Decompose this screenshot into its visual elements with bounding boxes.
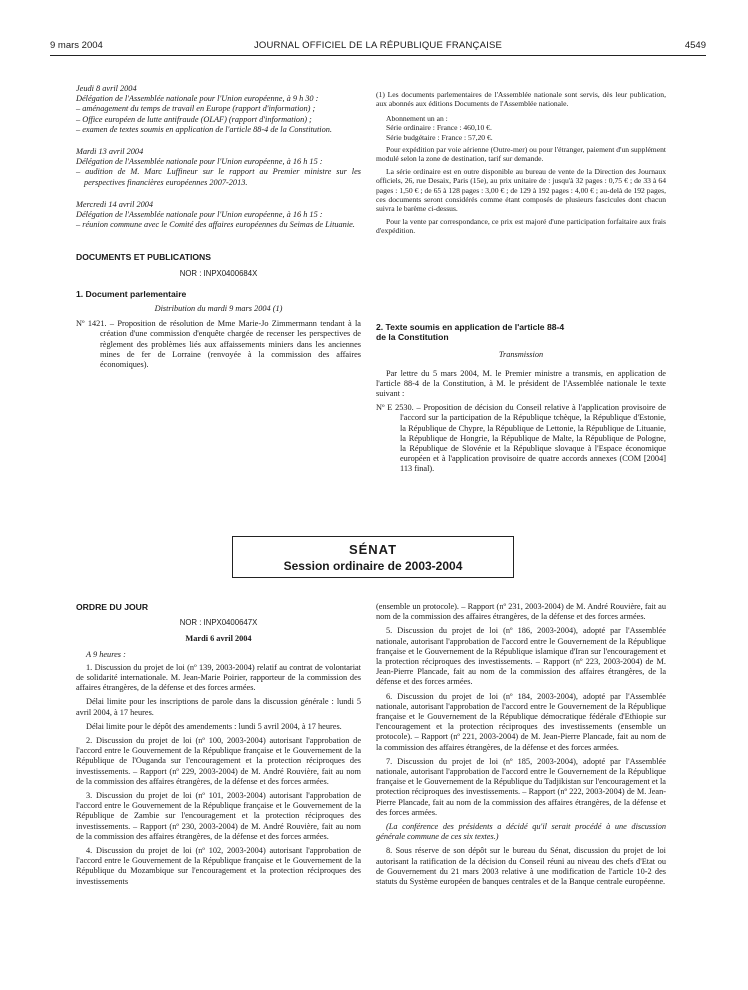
- day-heading: Mardi 13 avril 2004: [76, 147, 144, 157]
- footnote: (1) Les documents parlementaires de l'Assemblée nationale sont servis, dès leur publication, aux abonnés aux éditions Documents de l'Assemblée nationale.: [376, 90, 666, 109]
- agenda-point: 6. Discussion du projet de loi (nº 184, 2003-2004), adopté par l'Assemblée nationale, autorisant l'approbation de l'accord entre le Gouvernement de la République française et le Gouvernement de la République démocratique fédérale d'Ethiopie sur l'encouragement et la protection réciproques des investissements (ensemble un protocole). – Rapport (nº 221, 2003-2004) de M. Jean-Pierre Plancade, fait au nom de la commission des affaires étrangères, de la défense et des forces armées.: [376, 691, 666, 752]
- agenda-point: 2. Discussion du projet de loi (nº 100, 2003-2004) autorisant l'approbation de l'accord entre le Gouvernement de la République française et le Gouvernement de la République de l'Ouganda sur l'encouragement et la protection réciproques des investissements. – Rapport (nº 229, 2003-2004) de M. André Rouvière, fait au nom de la commission des affaires étrangères, de la défense et des forces armées.: [76, 736, 361, 786]
- agenda-point: 4. Discussion du projet de loi (nº 102, 2003-2004) autorisant l'approbation de l'accord entre le Gouvernement de la République française et le Gouvernement de la République du Mozambique sur l'encouragement et la protection réciproques des investissements: [76, 846, 361, 886]
- time-label: A 9 heures :: [86, 649, 126, 659]
- nor-reference: NOR : INPX0400647X: [179, 618, 258, 628]
- section-heading: 2. Texte soumis en application de l'article 88-4: [376, 322, 565, 332]
- agenda-item: – Office européen de lutte antifraude (OLAF) (rapport d'information) ;: [76, 114, 312, 124]
- subsection-heading: 1. Document parlementaire: [76, 288, 187, 299]
- agenda-item: – réunion commune avec le Comité des affaires européennes du Seimas de Lituanie.: [76, 220, 355, 230]
- transmission-label: Transmission: [498, 350, 544, 360]
- right-column-top: [376, 90, 666, 236]
- conference-note: (La conférence des présidents a décidé qu'il serait procédé à une discussion générale commune de ces six textes.): [376, 822, 666, 842]
- agenda-point: 1. Discussion du projet de loi (nº 139, 2003-2004) relatif au contrat de volontariat de solidarité internationale. M. Jean-Marie Poirier, rapporteur de la commission des affaires étrangères, de la défense et des forces armées.: [76, 662, 361, 693]
- correspondance-note: Pour la vente par correspondance, ce prix est majoré d'une participation forfaitaire aux frais d'expédition.: [376, 216, 666, 236]
- section-heading-cont: de la Constitution: [376, 332, 449, 343]
- deadline-note: Délai limite pour les inscriptions de parole dans la discussion générale : lundi 5 avril 2004, à 17 heures.: [76, 697, 361, 717]
- document-entry: Nº 1421. – Proposition de résolution de Mme Marie-Jo Zimmermann tendant à la création d'une commission d'enquête chargée de recenser les perspectives de règlement des problèmes liés aux affaissements miniers dans les anciennes mines de fer de Lorraine (renvoyée à la commission des affaires économiques).: [76, 319, 361, 370]
- ordre-du-jour-heading: ORDRE DU JOUR: [76, 602, 149, 612]
- header-page-number: 4549: [684, 40, 706, 51]
- distribution-line: Distribution du mardi 9 mars 2004 (1): [154, 304, 283, 314]
- header-title: JOURNAL OFFICIEL DE LA RÉPUBLIQUE FRANÇAISE: [253, 40, 503, 51]
- nor-reference: NOR : INPX0400684X: [179, 268, 258, 278]
- section-heading: DOCUMENTS ET PUBLICATIONS: [76, 252, 211, 263]
- agenda-point: 7. Discussion du projet de loi (nº 185, 2003-2004), adopté par l'Assemblée nationale, autorisant l'approbation de l'accord entre le Gouvernement de la République française et le Gouvernement de la République du Tadjikistan sur l'encouragement et la protection réciproques des investissements. – Rapport (nº 222, 2003-2004) de M. Jean-Pierre Plancade, fait au nom de la commission des affaires étrangères, de la défense et des forces armées.: [376, 756, 666, 817]
- session-title: Session ordinaire de 2003-2004: [283, 559, 463, 573]
- page-header: [50, 40, 706, 54]
- day-heading: Jeudi 8 avril 2004: [76, 84, 137, 93]
- abonnement-label: Abonnement un an :: [386, 113, 448, 123]
- senat-right-column: [376, 602, 666, 887]
- senat-title: SÉNAT: [348, 542, 398, 557]
- agenda-point: 3. Discussion du projet de loi (nº 101, 2003-2004) autorisant l'approbation de l'accord entre le Gouvernement de la République française et le Gouvernement de la République de Zambie sur l'encouragement et la protection réciproques des investissements. – Rapport (nº 230, 2003-2004) de M. André Rouvière, fait au nom de la commission des affaires étrangères, de la défense et des forces armées.: [76, 791, 361, 841]
- vente-note: La série ordinaire est en outre disponible au bureau de vente de la Direction des Journaux officiels, 26, rue Desaix, Paris (15e), au prix unitaire de : jusqu'à 32 pages : 0,75 € ; de 33 à 64 pages : 1,50 € ; de 65 à 128 pages : 3,00 € ; de 129 à 192 pages : 4,00 € ; au-delà de 192 pages, ces documents seront considérés comme étant composés de plusieurs fascicules dont chacun suivra le barème ci-dessus.: [376, 166, 666, 214]
- right-column-texte: [376, 322, 666, 475]
- agenda-item: – examen de textes soumis en application de l'article 88-4 de la Constitution.: [76, 124, 332, 134]
- agenda-item: – aménagement du temps de travail en Europe (rapport d'information) ;: [76, 104, 316, 114]
- serie-ordinaire: Série ordinaire : France : 460,10 €.: [386, 123, 492, 133]
- day-heading: Mercredi 14 avril 2004: [76, 199, 154, 209]
- meeting-intro: Délégation de l'Assemblée nationale pour l'Union européenne, à 9 h 30 :: [76, 94, 319, 104]
- header-date: 9 mars 2004: [50, 40, 103, 51]
- agenda-item: – audition de M. Marc Luffineur sur le rapport au Premier ministre sur les perspectives financières européennes 2007-2013.: [76, 167, 361, 187]
- agenda-point-continued: (ensemble un protocole). – Rapport (nº 231, 2003-2004) de M. André Rouvière, fait au nom de la commission des affaires étrangères, de la défense et des forces armées.: [376, 602, 666, 622]
- meeting-intro: Délégation de l'Assemblée nationale pour l'Union européenne, à 16 h 15 :: [76, 157, 323, 167]
- left-column-top: [76, 84, 361, 370]
- document-entry: Nº E 2530. – Proposition de décision du Conseil relative à l'application provisoire de l'accord sur la participation de la République tchèque, la République d'Estonie, la République de Chypre, la République de Lettonie, la République de Lituanie, la République de Hongrie, la République de Malte, la République de Pologne, la République de Slovénie et la République slovaque à l'Espace économique européen et à l'application provisoire de quatre accords annexes (COM [2004] 113 final).: [376, 403, 666, 474]
- expedition-note: Pour expédition par voie aérienne (Outre-mer) ou pour l'étranger, paiement d'un supplément modulé selon la zone de destination, tarif sur demande.: [376, 145, 666, 164]
- serie-budgetaire: Série budgétaire : France : 57,20 €.: [386, 132, 493, 142]
- senat-title-box: [232, 536, 514, 578]
- senat-left-column: [76, 602, 361, 887]
- agenda-point: 8. Sous réserve de son dépôt sur le bureau du Sénat, discussion du projet de loi autorisant la ratification de la décision du Conseil réuni au niveau des chefs d'Etat ou de Gouvernement du 21 mars 2003 relative à une modification de l'article 10-2 des statuts du Système européen de banques centrales et de la Banque centrale européenne.: [376, 846, 666, 887]
- transmission-text: Par lettre du 5 mars 2004, M. le Premier ministre a transmis, en application de l'article 88-4 de la Constitution, à M. le président de l'Assemblée nationale le texte suivant :: [376, 368, 666, 399]
- header-rule: [50, 55, 706, 56]
- agenda-point: 5. Discussion du projet de loi (nº 186, 2003-2004), adopté par l'Assemblée nationale, autorisant l'approbation de l'accord entre le Gouvernement de la République française et le Gouvernement de la République islamique d'Iran sur l'encouragement et la protection réciproques des investissements. – Rapport (nº 223, 2003-2004) de M. Jean-Pierre Plancade, fait au nom de la commission des affaires étrangères, de la défense et des forces armées.: [376, 626, 666, 687]
- deadline-note: Délai limite pour le dépôt des amendements : lundi 5 avril 2004, à 17 heures.: [86, 721, 342, 731]
- session-date: Mardi 6 avril 2004: [185, 634, 252, 644]
- meeting-intro: Délégation de l'Assemblée nationale pour l'Union européenne, à 16 h 15 :: [76, 210, 323, 220]
